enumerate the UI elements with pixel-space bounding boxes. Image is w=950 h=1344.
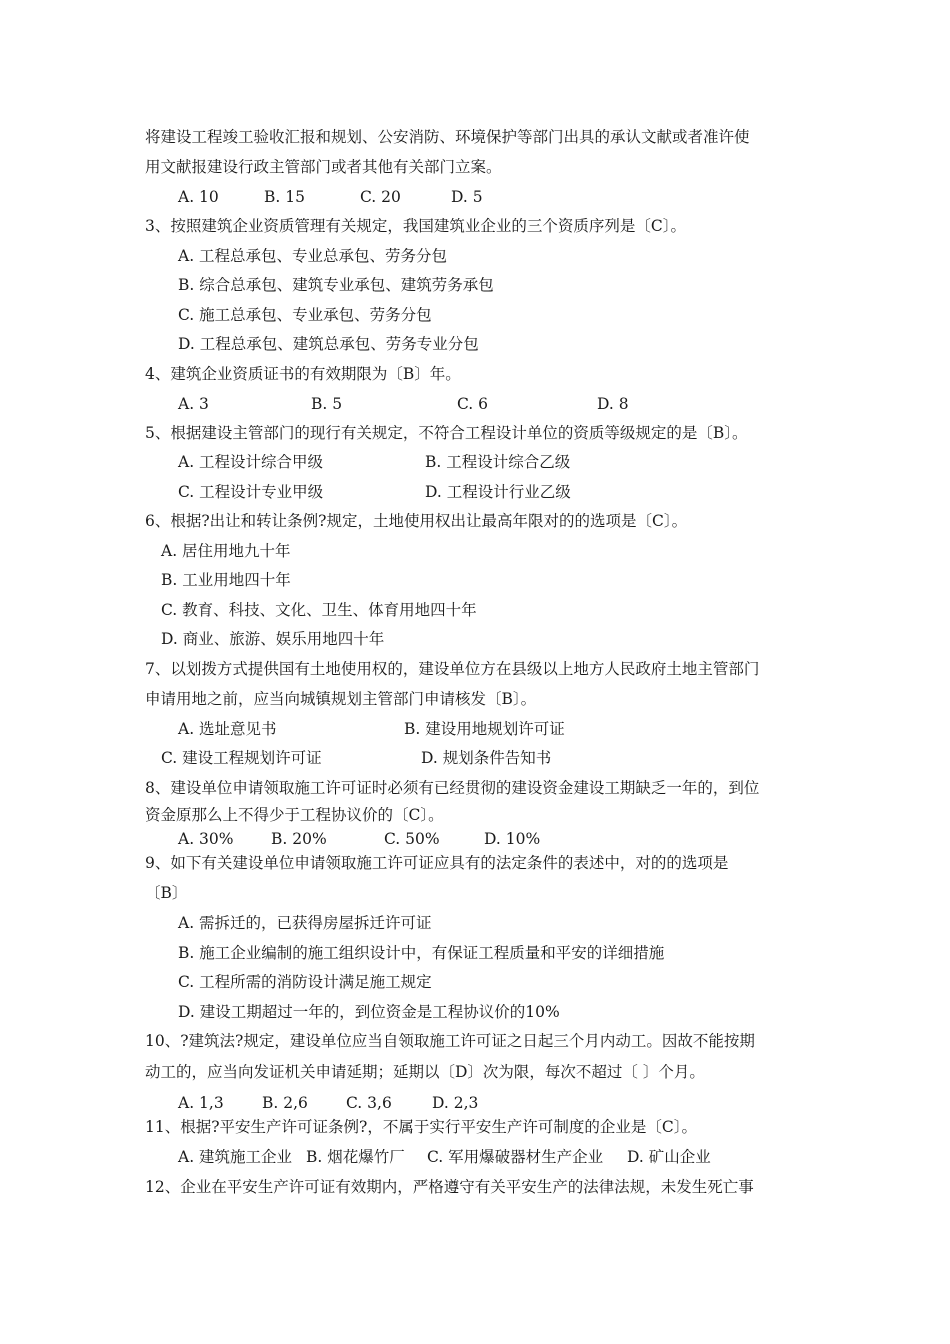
intro-line-1: 将建设工程竣工验收汇报和规划、公安消防、环境保护等部门出具的承认文献或者准许使 xyxy=(145,128,750,146)
intro-line-2: 用文献报建设行政主管部门或者其他有关部门立案。 xyxy=(145,158,502,176)
q11-option-b: B. 烟花爆竹厂 xyxy=(306,1148,405,1166)
q4-option-a: A. 3 xyxy=(178,395,209,413)
q4-option-c: C. 6 xyxy=(457,395,489,413)
q12-stem-line-1: 12、企业在平安生产许可证有效期内，严格遵守有关平安生产的法律法规，未发生死亡事 xyxy=(145,1178,754,1196)
q8-option-d: D. 10% xyxy=(484,830,541,848)
intro-option-c: C. 20 xyxy=(360,188,401,206)
q10-stem-line-1: 10、?建筑法?规定，建设单位应当自领取施工许可证之日起三个月内动工。因故不能按期 xyxy=(145,1032,755,1050)
q7-stem-line-1: 7、以划拨方式提供国有土地使用权的，建设单位方在县级以上地方人民政府土地主管部门 xyxy=(145,660,760,678)
q5-option-d: D. 工程设计行业乙级 xyxy=(425,483,571,501)
q6-option-d: D. 商业、旅游、娱乐用地四十年 xyxy=(161,630,385,648)
q6-stem: 6、根据?出让和转让条例?规定，土地使用权出让最高年限对的的选项是〔C〕。 xyxy=(145,512,688,530)
q8-option-a: A. 30% xyxy=(178,830,234,848)
q10-stem-line-2: 动工的，应当向发证机关申请延期；延期以〔D〕次为限，每次不超过〔 〕个月。 xyxy=(145,1063,705,1081)
q8-stem-line-2: 资金原那么上不得少于工程协议价的〔C〕。 xyxy=(145,806,444,824)
q9-stem-line-1: 9、如下有关建设单位申请领取施工许可证应具有的法定条件的表述中，对的的选项是 xyxy=(145,854,729,872)
intro-option-b: B. 15 xyxy=(264,188,305,206)
q11-stem: 11、根据?平安生产许可证条例?，不属于实行平安生产许可制度的企业是〔C〕。 xyxy=(145,1118,697,1136)
q10-option-a: A. 1,3 xyxy=(178,1094,224,1112)
q7-stem-line-2: 申请用地之前，应当向城镇规划主管部门申请核发〔B〕。 xyxy=(145,690,537,708)
q7-option-b: B. 建设用地规划许可证 xyxy=(404,720,565,738)
q5-option-c: C. 工程设计专业甲级 xyxy=(178,483,324,501)
q3-option-b: B. 综合总承包、建筑专业承包、建筑劳务承包 xyxy=(178,276,494,294)
q6-option-b: B. 工业用地四十年 xyxy=(161,571,291,589)
q7-option-a: A. 选址意见书 xyxy=(178,720,277,738)
q3-option-d: D. 工程总承包、建筑总承包、劳务专业分包 xyxy=(178,335,479,353)
intro-option-d: D. 5 xyxy=(451,188,483,206)
q4-option-b: B. 5 xyxy=(311,395,343,413)
q10-option-d: D. 2,3 xyxy=(432,1094,479,1112)
q11-option-c: C. 军用爆破器材生产企业 xyxy=(427,1148,604,1166)
q7-option-c: C. 建设工程规划许可证 xyxy=(161,749,322,767)
q3-option-a: A. 工程总承包、专业总承包、劳务分包 xyxy=(178,247,448,265)
q3-option-c: C. 施工总承包、专业承包、劳务分包 xyxy=(178,306,432,324)
q5-option-b: B. 工程设计综合乙级 xyxy=(425,453,571,471)
q5-stem: 5、根据建设主管部门的现行有关规定，不符合工程设计单位的资质等级规定的是〔B〕。 xyxy=(145,424,748,442)
q6-option-a: A. 居住用地九十年 xyxy=(161,542,291,560)
q11-option-a: A. 建筑施工企业 xyxy=(178,1148,293,1166)
q9-stem-line-2: 〔B〕 xyxy=(145,884,188,902)
q9-option-d: D. 建设工期超过一年的，到位资金是工程协议价的10% xyxy=(178,1003,560,1021)
q10-option-c: C. 3,6 xyxy=(346,1094,392,1112)
q9-option-b: B. 施工企业编制的施工组织设计中，有保证工程质量和平安的详细措施 xyxy=(178,944,665,962)
q9-option-c: C. 工程所需的消防设计满足施工规定 xyxy=(178,973,432,991)
q4-option-d: D. 8 xyxy=(597,395,629,413)
q9-option-a: A. 需拆迁的，已获得房屋拆迁许可证 xyxy=(178,914,432,932)
q8-option-b: B. 20% xyxy=(271,830,327,848)
q3-stem: 3、按照建筑企业资质管理有关规定，我国建筑业企业的三个资质序列是〔C〕。 xyxy=(145,217,686,235)
q7-option-d: D. 规划条件告知书 xyxy=(421,749,552,767)
q6-option-c: C. 教育、科技、文化、卫生、体育用地四十年 xyxy=(161,601,477,619)
q4-stem: 4、建筑企业资质证书的有效期限为〔B〕年。 xyxy=(145,365,461,383)
q8-stem-line-1: 8、建设单位申请领取施工许可证时必须有已经贯彻的建设资金建设工期缺乏一年的，到位 xyxy=(145,779,760,797)
intro-option-a: A. 10 xyxy=(178,188,219,206)
q5-option-a: A. 工程设计综合甲级 xyxy=(178,453,324,471)
q11-option-d: D. 矿山企业 xyxy=(627,1148,711,1166)
q8-option-c: C. 50% xyxy=(384,830,440,848)
q10-option-b: B. 2,6 xyxy=(262,1094,308,1112)
